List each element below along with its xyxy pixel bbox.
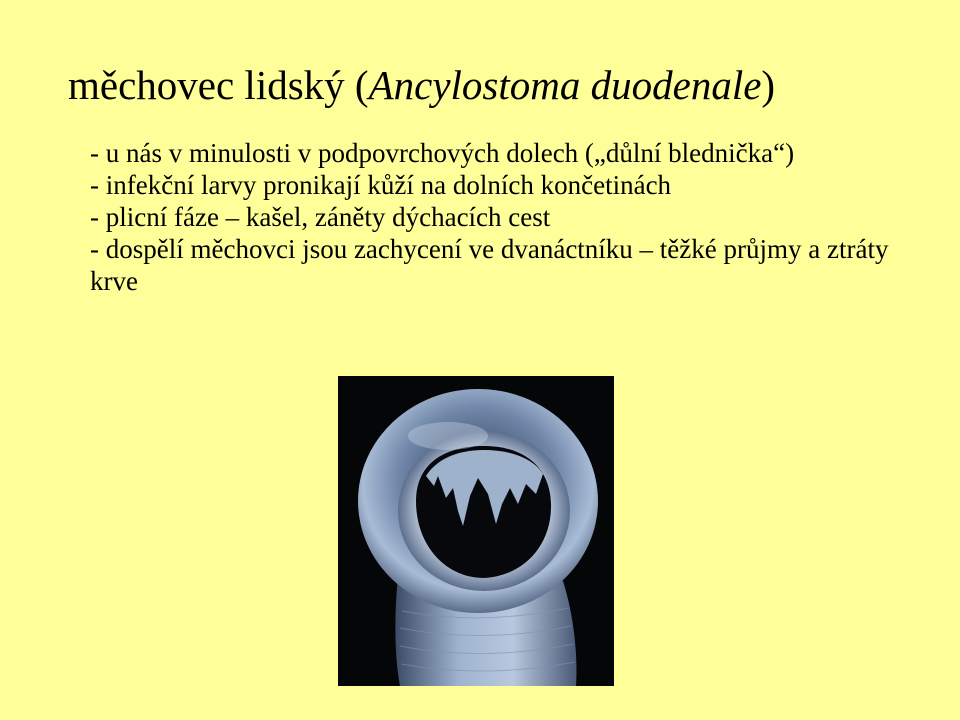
slide-title xyxy=(68,62,775,109)
title-main: měchovec lidský ( xyxy=(68,62,369,108)
title-end: ) xyxy=(761,62,776,108)
bullet-list xyxy=(90,137,890,297)
bullet-item: - u nás v minulosti v podpovrchových dolech („důlní blednička“) xyxy=(90,138,795,168)
hookworm-head-illustration xyxy=(338,376,614,686)
bullet-item: - dospělí měchovci jsou zachycení ve dvanáctníku – těžké průjmy a ztráty krve xyxy=(90,234,889,296)
bullet-item: - plicní fáze – kašel, záněty dýchacích cest xyxy=(90,202,551,232)
bullet-item: - infekční larvy pronikají kůží na dolních končetinách xyxy=(90,170,672,200)
hookworm-micrograph-image xyxy=(338,376,614,686)
title-latin-name: Ancylostoma duodenale xyxy=(368,62,762,108)
